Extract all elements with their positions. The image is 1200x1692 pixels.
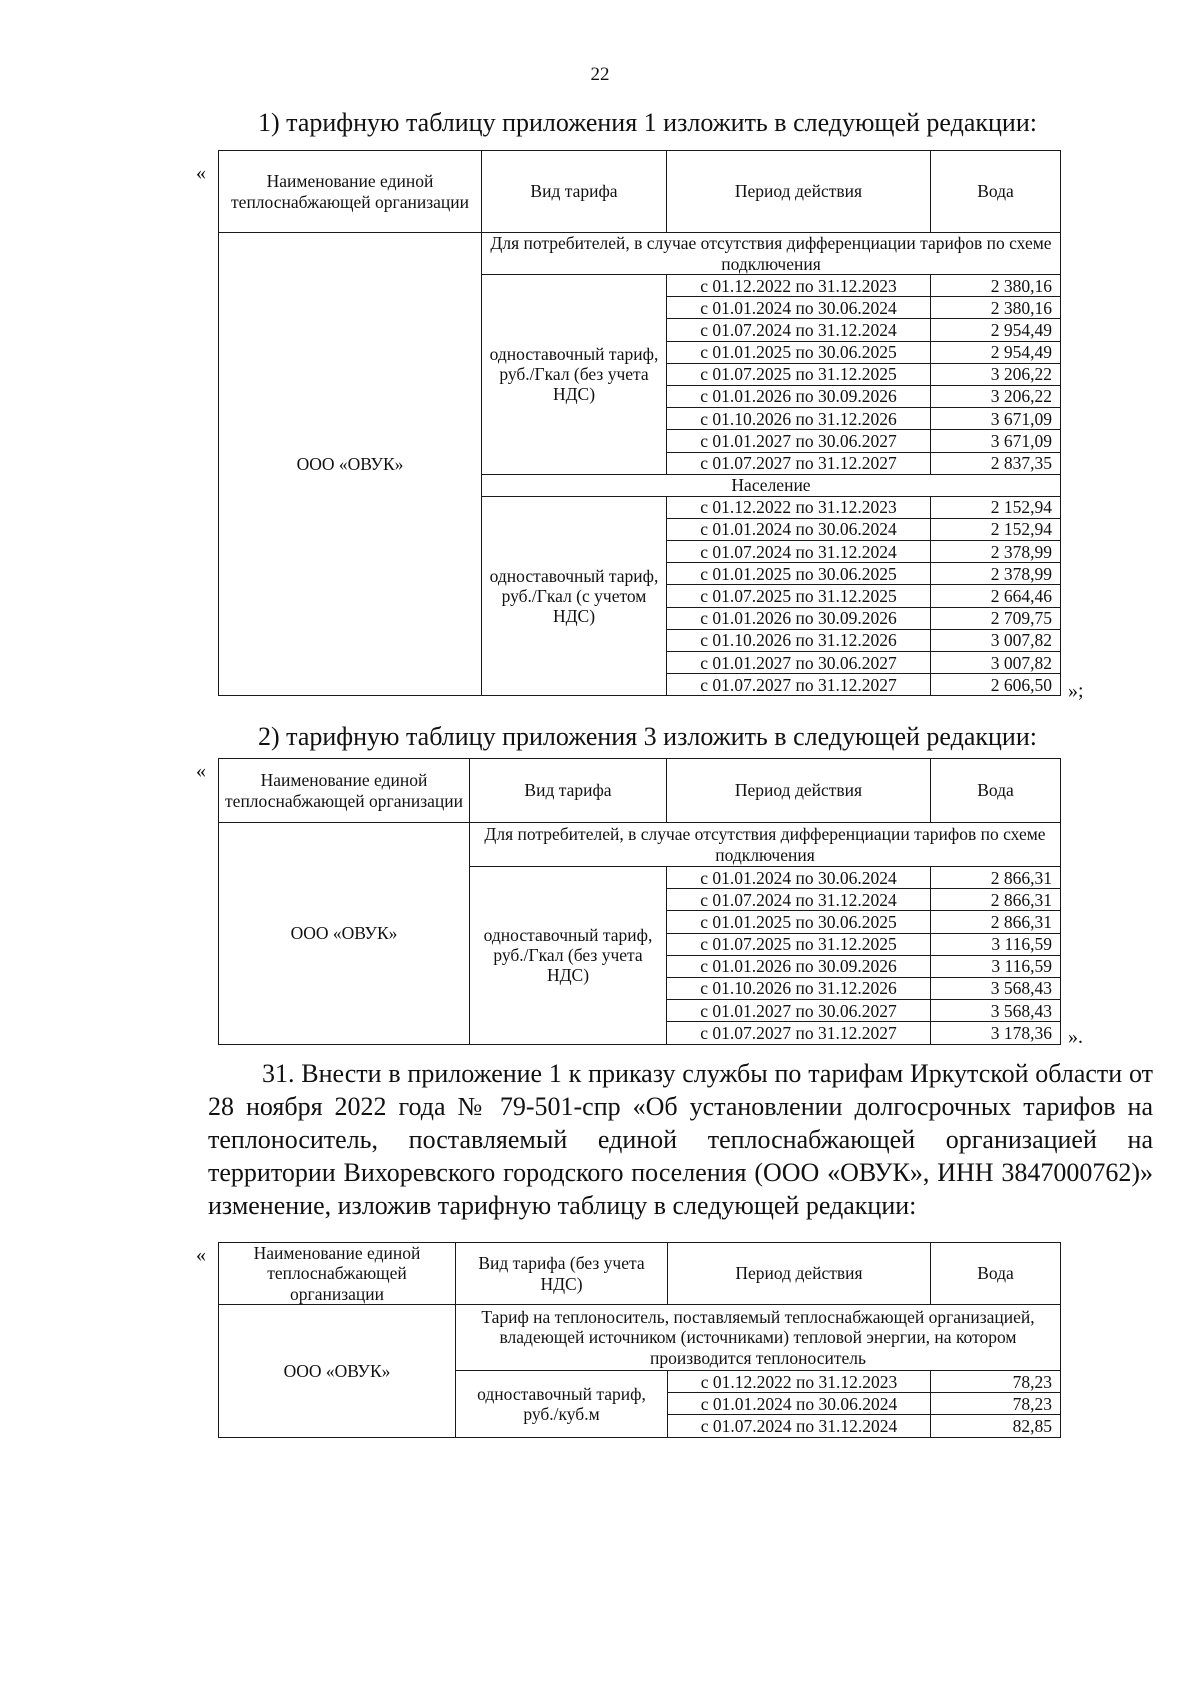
period-cell: с 01.07.2025 по 31.12.2025 xyxy=(667,585,931,607)
period-cell: с 01.12.2022 по 31.12.2023 xyxy=(667,496,931,518)
group-title: Население xyxy=(482,474,1061,496)
period-cell: с 01.07.2025 по 31.12.2025 xyxy=(667,363,931,385)
table-header-row xyxy=(219,1243,1061,1305)
header-tariff-type: Вид тарифа (без учета НДС) xyxy=(456,1243,668,1305)
tariff-type: одноставочный тариф, руб./Гкал (без учета НДС) xyxy=(482,275,667,475)
period-cell: с 01.01.2025 по 30.06.2025 xyxy=(667,911,931,933)
period-cell: с 01.01.2026 по 30.09.2026 xyxy=(667,955,931,977)
tariff-table-3 xyxy=(218,1242,1061,1438)
period-cell: с 01.10.2026 по 31.12.2026 xyxy=(667,408,931,430)
section3-quote-open: « xyxy=(196,1244,206,1266)
water-value-cell: 78,23 xyxy=(931,1371,1061,1393)
period-cell: с 01.07.2024 по 31.12.2024 xyxy=(667,541,931,563)
water-value-cell: 2 606,50 xyxy=(931,674,1061,696)
water-value-cell: 2 152,94 xyxy=(931,518,1061,540)
period-cell: с 01.01.2025 по 30.06.2025 xyxy=(667,563,931,585)
group-title: Тариф на теплоноситель, поставляемый теплоснабжающей организацией, владеющей источником (источниками) тепловой энергии, на котором производится теплоноситель xyxy=(456,1305,1061,1371)
tariff-table-2 xyxy=(218,758,1061,1045)
period-cell: с 01.01.2024 по 30.06.2024 xyxy=(668,1393,931,1415)
water-value-cell: 3 116,59 xyxy=(931,955,1061,977)
water-value-cell: 2 378,99 xyxy=(931,541,1061,563)
water-value-cell: 2 954,49 xyxy=(931,341,1061,363)
group-title-row xyxy=(219,233,1061,275)
water-value-cell: 2 866,31 xyxy=(931,911,1061,933)
section1-heading: 1) тарифную таблицу приложения 1 изложить в следующей редакции: xyxy=(258,108,1037,137)
header-organization: Наименование единой теплоснабжающей организации xyxy=(219,151,482,233)
page-number: 22 xyxy=(590,64,610,85)
organization-name: ООО «ОВУК» xyxy=(219,823,470,1045)
header-tariff-type: Вид тарифа xyxy=(470,759,667,823)
group-title: Для потребителей, в случае отсутствия дифференциации тарифов по схеме подключения xyxy=(482,233,1061,275)
water-value-cell: 3 568,43 xyxy=(931,977,1061,999)
period-cell: с 01.01.2027 по 30.06.2027 xyxy=(667,652,931,674)
period-cell: с 01.01.2024 по 30.06.2024 xyxy=(667,867,931,889)
period-cell: с 01.01.2024 по 30.06.2024 xyxy=(667,297,931,319)
tariff-type: одноставочный тариф, руб./Гкал (без учета НДС) xyxy=(470,867,667,1045)
period-cell: с 01.07.2027 по 31.12.2027 xyxy=(667,452,931,474)
header-water: Вода xyxy=(931,1243,1061,1305)
water-value-cell: 3 178,36 xyxy=(931,1022,1061,1044)
water-value-cell: 2 866,31 xyxy=(931,867,1061,889)
header-water: Вода xyxy=(931,151,1061,233)
period-cell: с 01.07.2024 по 31.12.2024 xyxy=(667,319,931,341)
period-cell: с 01.10.2026 по 31.12.2026 xyxy=(667,629,931,651)
header-tariff-type: Вид тарифа xyxy=(482,151,667,233)
group-title-row xyxy=(219,823,1061,867)
water-value-cell: 3 007,82 xyxy=(931,652,1061,674)
section2-quote-close: ». xyxy=(1068,1026,1083,1048)
period-cell: с 01.07.2025 по 31.12.2025 xyxy=(667,933,931,955)
period-cell: с 01.07.2027 по 31.12.2027 xyxy=(667,1022,931,1044)
header-water: Вода xyxy=(931,759,1061,823)
water-value-cell: 3 206,22 xyxy=(931,385,1061,407)
water-value-cell: 3 206,22 xyxy=(931,363,1061,385)
water-value-cell: 2 380,16 xyxy=(931,275,1061,297)
period-cell: с 01.01.2025 по 30.06.2025 xyxy=(667,341,931,363)
water-value-cell: 2 380,16 xyxy=(931,297,1061,319)
water-value-cell: 2 954,49 xyxy=(931,319,1061,341)
water-value-cell: 2 152,94 xyxy=(931,496,1061,518)
period-cell: с 01.01.2026 по 30.09.2026 xyxy=(667,607,931,629)
tariff-type: одноставочный тариф, руб./куб.м xyxy=(456,1371,668,1438)
section2-quote-open: « xyxy=(196,760,206,782)
water-value-cell: 2 866,31 xyxy=(931,889,1061,911)
water-value-cell: 3 671,09 xyxy=(931,430,1061,452)
tariff-type: одноставочный тариф, руб./Гкал (с учетом НДС) xyxy=(482,496,667,696)
group-title-row xyxy=(219,1305,1061,1371)
paragraph-31-text: 31. Внести в приложение 1 к приказу службы по тарифам Иркутской области от 28 ноября 2022 года № 79-501-спр «Об установлении долгосрочных тарифов на теплоноситель, поставляемый единой теплоснабжающей организацией на территории Вихоревского городского поселения (ООО «ОВУК», ИНН 3847000762)» изменение, изложив тарифную таблицу в следующей редакции: xyxy=(208,1059,1153,1220)
paragraph-31 xyxy=(208,1057,1153,1222)
tariff-table-1 xyxy=(218,150,1061,696)
header-organization: Наименование единой теплоснабжающей организации xyxy=(219,759,470,823)
water-value-cell: 78,23 xyxy=(931,1393,1061,1415)
header-period: Период действия xyxy=(668,1243,931,1305)
period-cell: с 01.01.2024 по 30.06.2024 xyxy=(667,518,931,540)
period-cell: с 01.07.2024 по 31.12.2024 xyxy=(668,1415,931,1437)
water-value-cell: 3 116,59 xyxy=(931,933,1061,955)
table-header-row xyxy=(219,759,1061,823)
section1-quote-open: « xyxy=(196,162,206,184)
period-cell: с 01.12.2022 по 31.12.2023 xyxy=(667,275,931,297)
period-cell: с 01.10.2026 по 31.12.2026 xyxy=(667,977,931,999)
period-cell: с 01.07.2027 по 31.12.2027 xyxy=(667,674,931,696)
section2-heading: 2) тарифную таблицу приложения 3 изложить в следующей редакции: xyxy=(258,722,1037,751)
water-value-cell: 3 671,09 xyxy=(931,408,1061,430)
water-value-cell: 2 837,35 xyxy=(931,452,1061,474)
period-cell: с 01.01.2027 по 30.06.2027 xyxy=(667,1000,931,1022)
group-title: Для потребителей, в случае отсутствия дифференциации тарифов по схеме подключения xyxy=(470,823,1061,867)
water-value-cell: 2 664,46 xyxy=(931,585,1061,607)
header-organization: Наименование единой теплоснабжающей организации xyxy=(219,1243,456,1305)
water-value-cell: 82,85 xyxy=(931,1415,1061,1437)
water-value-cell: 2 378,99 xyxy=(931,563,1061,585)
organization-name: ООО «ОВУК» xyxy=(219,233,482,696)
water-value-cell: 2 709,75 xyxy=(931,607,1061,629)
water-value-cell: 3 007,82 xyxy=(931,629,1061,651)
water-value-cell: 3 568,43 xyxy=(931,1000,1061,1022)
period-cell: с 01.01.2026 по 30.09.2026 xyxy=(667,385,931,407)
section1-quote-close: »; xyxy=(1068,680,1084,702)
table-header-row xyxy=(219,151,1061,233)
period-cell: с 01.07.2024 по 31.12.2024 xyxy=(667,889,931,911)
header-period: Период действия xyxy=(667,759,931,823)
period-cell: с 01.01.2027 по 30.06.2027 xyxy=(667,430,931,452)
header-period: Период действия xyxy=(667,151,931,233)
period-cell: с 01.12.2022 по 31.12.2023 xyxy=(668,1371,931,1393)
organization-name: ООО «ОВУК» xyxy=(219,1305,456,1438)
